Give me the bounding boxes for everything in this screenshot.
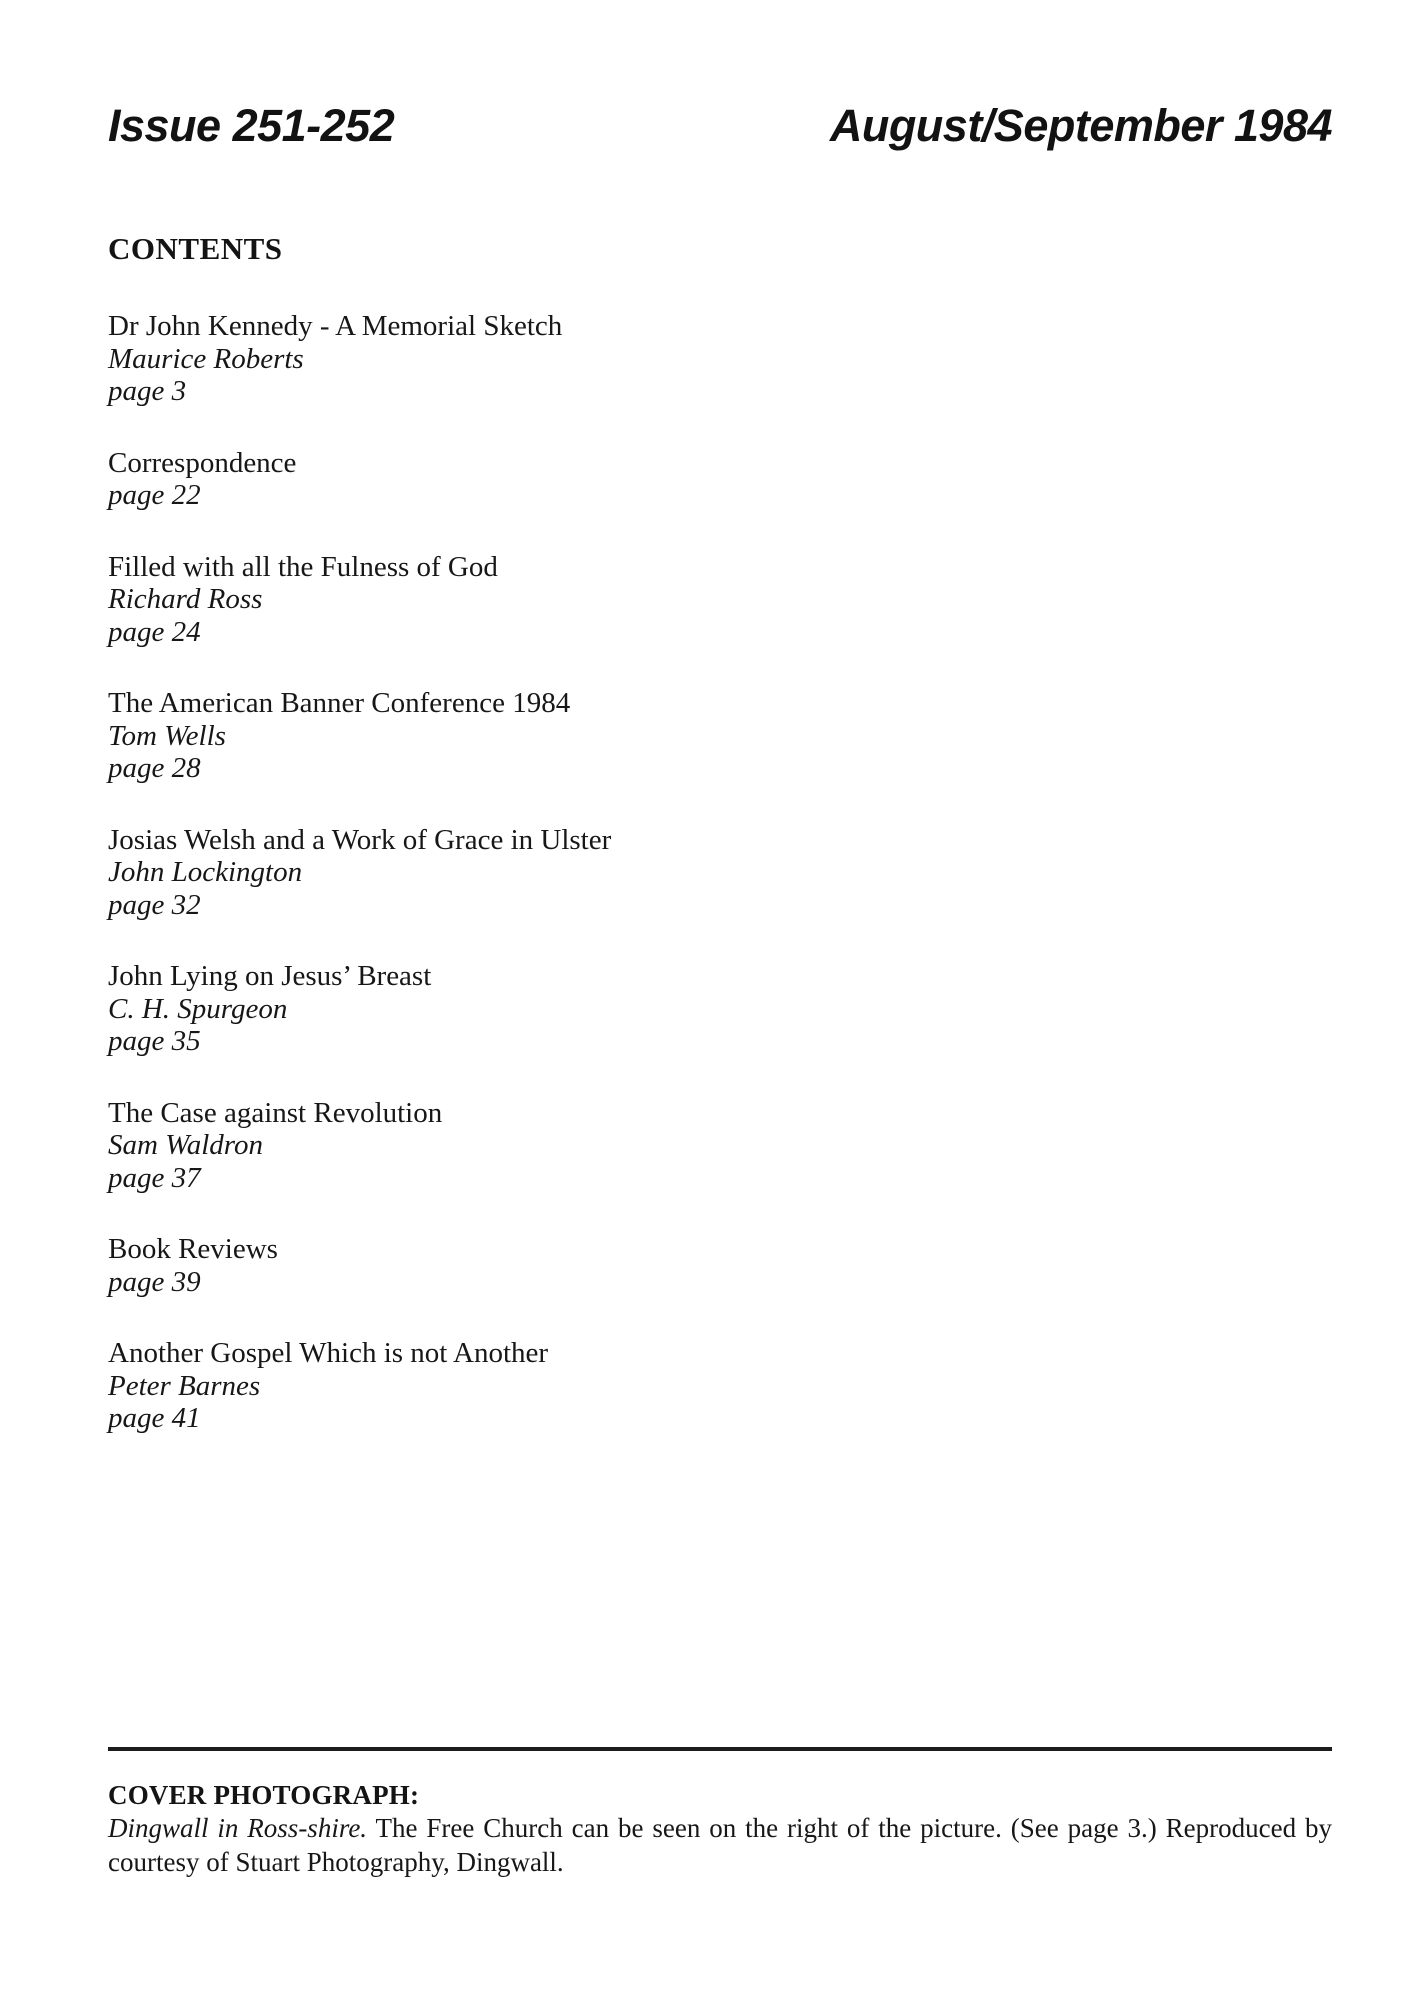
- toc-entry-page: page 3: [108, 375, 187, 407]
- toc-entry-title: The Case against Revolution: [108, 1096, 443, 1129]
- toc-entry-title: The American Banner Conference 1984: [108, 687, 571, 719]
- toc-entry: [108, 1097, 1332, 1195]
- issue-number: Issue 251-252: [108, 100, 395, 151]
- toc-entry-author: Tom Wells: [108, 719, 226, 752]
- toc-entry-page: page 32: [108, 888, 201, 921]
- toc-entry-page: page 35: [108, 1025, 201, 1057]
- toc-entry-author: John Lockington: [108, 856, 303, 888]
- toc-entry: [108, 447, 1332, 512]
- toc-entry-title: John Lying on Jesus’ Breast: [108, 960, 432, 992]
- toc-entry-title: Another Gospel Which is not Another: [108, 1337, 549, 1369]
- cover-photo-description: The Free Church can be seen on the right of the picture. (See page 3.) Reproduced by courtesy of Stuart Photography, Dingwall.: [108, 1813, 1332, 1877]
- toc-entry-author: Richard Ross: [108, 583, 263, 615]
- toc-entry-title: Josias Welsh and a Work of Grace in Ulster: [108, 823, 612, 856]
- toc-entry: [108, 824, 1332, 922]
- toc-entry-author: C. H. Spurgeon: [108, 992, 288, 1025]
- issue-date: August/September 1984: [829, 100, 1332, 151]
- divider-rule: [108, 1747, 1332, 1751]
- toc-entry-title: Dr John Kennedy - A Memorial Sketch: [108, 310, 563, 342]
- toc-entry-title: Filled with all the Fulness of God: [108, 550, 498, 583]
- toc-entry-title: Correspondence: [108, 446, 297, 479]
- masthead: [108, 100, 1332, 152]
- toc-list: [108, 310, 1332, 1435]
- toc-entry-page: page 22: [108, 479, 201, 511]
- toc-entry-title: Book Reviews: [108, 1233, 278, 1265]
- toc-entry-page: page 37: [108, 1161, 201, 1194]
- toc-entry: [108, 1337, 1332, 1435]
- toc-entry-author: Maurice Roberts: [108, 342, 304, 375]
- toc-entry: [108, 310, 1332, 408]
- cover-photo-caption: [108, 1812, 1332, 1879]
- toc-entry-author: Peter Barnes: [108, 1369, 261, 1402]
- toc-entry: [108, 551, 1332, 649]
- toc-entry-page: page 39: [108, 1265, 201, 1298]
- cover-photo-heading: COVER PHOTOGRAPH:: [108, 1780, 420, 1810]
- toc-entry: [108, 960, 1332, 1058]
- cover-photo-location: Dingwall in Ross-shire.: [108, 1813, 368, 1843]
- toc-entry-author: Sam Waldron: [108, 1129, 263, 1161]
- toc-entry: [108, 687, 1332, 785]
- contents-heading: CONTENTS: [108, 231, 283, 266]
- toc-entry-page: page 28: [108, 752, 201, 784]
- toc-entry: [108, 1233, 1332, 1298]
- toc-entry-page: page 41: [108, 1402, 201, 1434]
- toc-entry-page: page 24: [108, 615, 201, 648]
